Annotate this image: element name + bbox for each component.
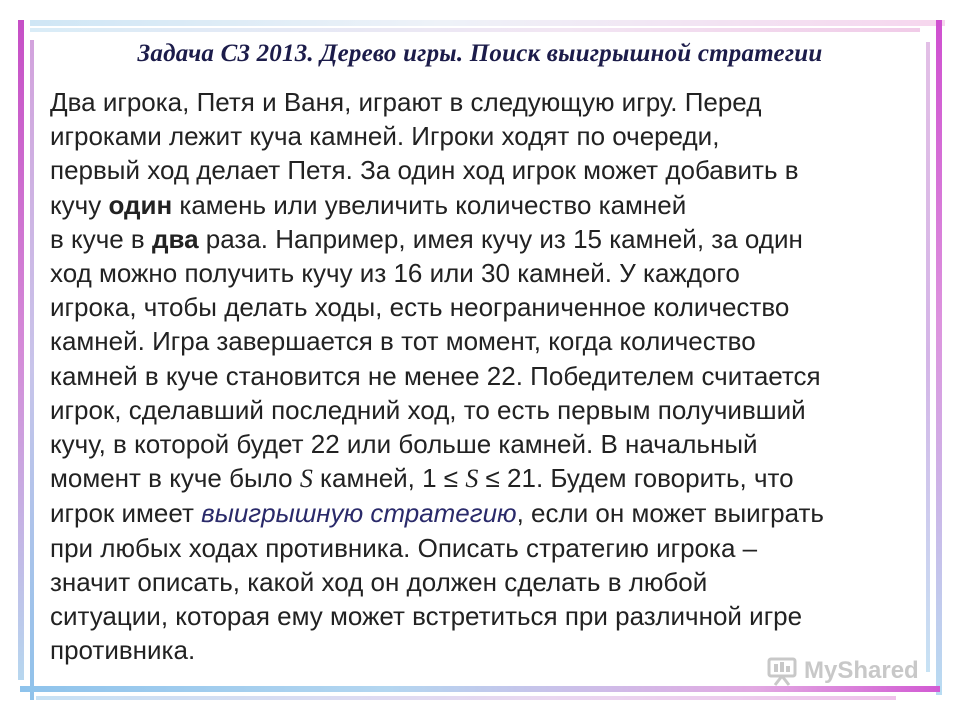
watermark: [766, 654, 919, 688]
frame-left-bar-inner: [30, 40, 34, 700]
text-line: при любых ходах противника. Описать стратегию игрока –: [50, 532, 758, 563]
frame-bottom-bar-inner: [36, 696, 896, 700]
frame-right-bar: [936, 20, 942, 695]
text-line: ситуации, которая ему может встретиться при различной игре: [50, 601, 803, 632]
bold-term-two: два: [151, 223, 199, 254]
slide-title: Задача С3 2013. Дерево игры. Поиск выигрышной стратегии: [137, 40, 823, 67]
text-line: камней в куче становится не менее 22. Победителем считается: [50, 360, 821, 391]
text-line: камней. Игра завершается в тот момент, когда количество: [50, 326, 756, 357]
text-line: игрок имеет выигрышную стратегию, если он может выиграть: [50, 498, 824, 529]
bold-term-one: один: [108, 189, 173, 220]
variable-s: S: [465, 464, 479, 494]
variable-s: S: [299, 464, 313, 494]
text-line: игроками лежит куча камней. Игроки ходят по очереди,: [50, 121, 720, 152]
text-line: ход можно получить кучу из 16 или 30 камней. У каждого: [50, 258, 740, 289]
frame-right-bar-inner: [926, 42, 930, 672]
problem-statement: [50, 85, 925, 667]
frame-top-bar: [30, 20, 945, 26]
presentation-board-icon: [766, 656, 798, 686]
text-line: кучу, в которой будет 22 или больше камней. В начальный: [50, 429, 758, 460]
text-line: в куче в два раза. Например, имея кучу из 15 камней, за один: [50, 223, 803, 254]
text-line: Два игрока, Петя и Ваня, играют в следующую игру. Перед: [50, 87, 762, 117]
text-line: первый ход делает Петя. За один ход игрок может добавить в: [50, 155, 799, 186]
frame-top-bar-inner: [30, 28, 920, 32]
text-line: игрока, чтобы делать ходы, есть неограниченное количество: [50, 292, 790, 323]
frame-left-bar: [18, 20, 24, 680]
text-line: игрок, сделавший последний ход, то есть первым получивший: [50, 394, 806, 425]
text-line: кучу один камень или увеличить количество камней: [50, 189, 687, 220]
text-line: значит описать, какой ход он должен сделать в любой: [50, 566, 708, 597]
italic-term-winning-strategy: выигрышную стратегию: [201, 498, 517, 529]
text-line: момент в куче было S камней, 1 ≤ S ≤ 21. Будем говорить, что: [50, 463, 794, 494]
text-line: противника.: [50, 635, 196, 666]
watermark-text: MyShared: [804, 657, 919, 684]
